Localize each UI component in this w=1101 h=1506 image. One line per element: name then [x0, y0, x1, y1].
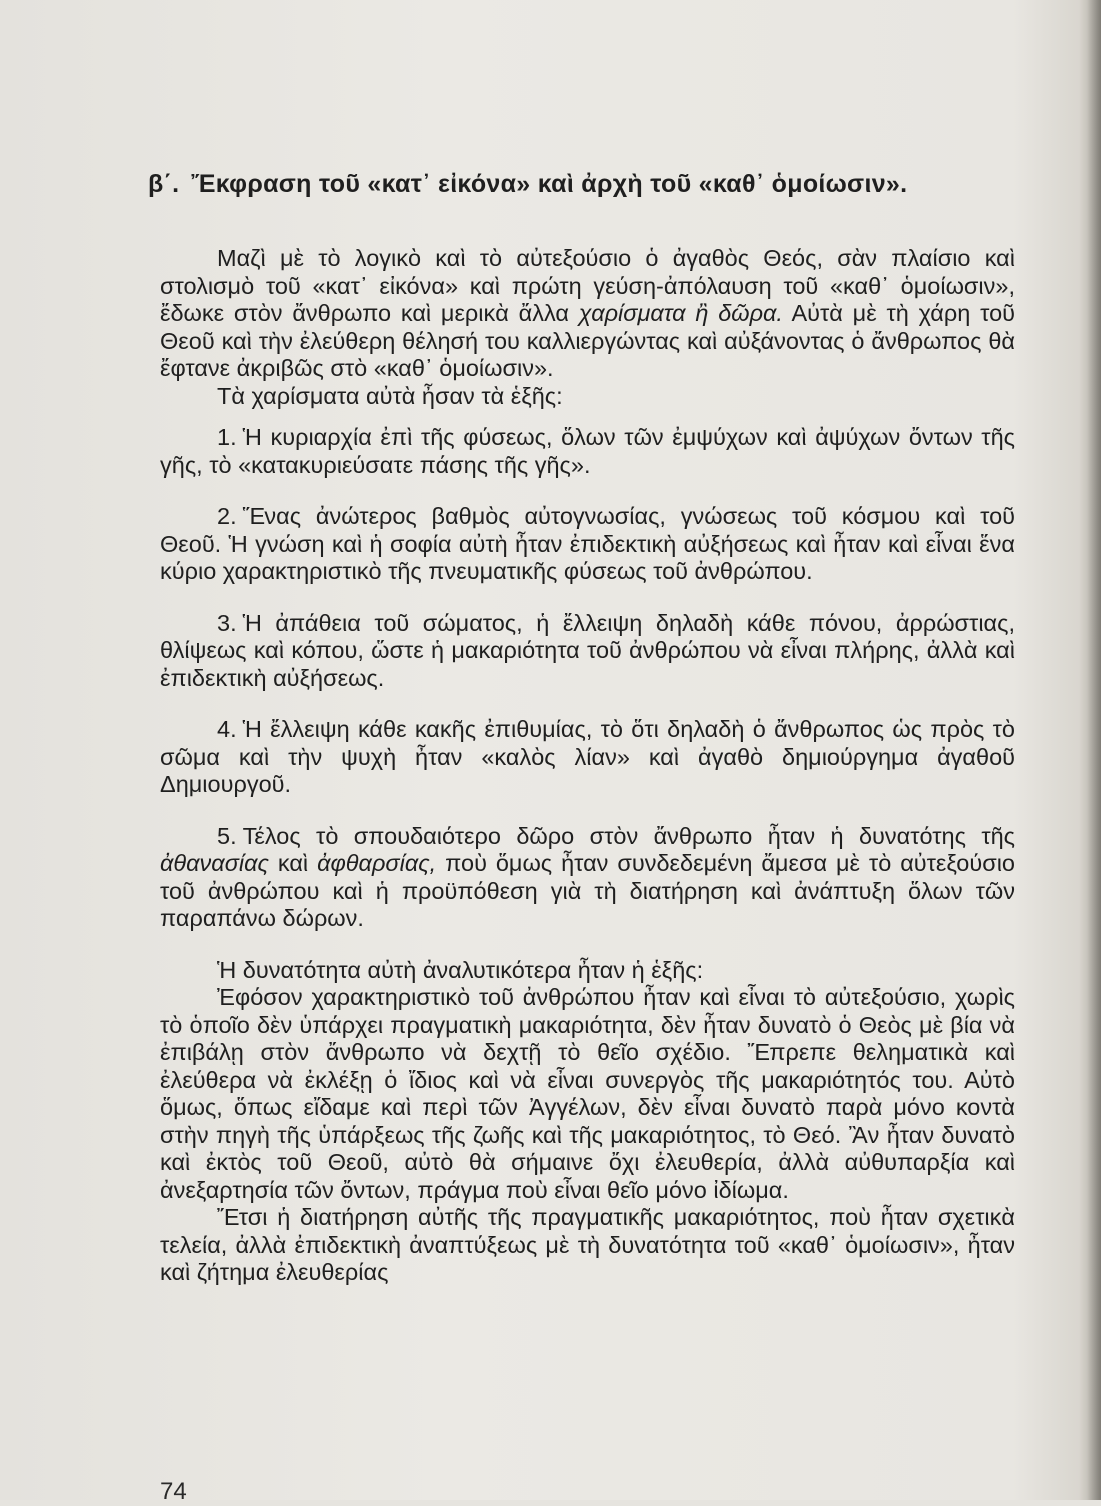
list-item-text: Ἡ ἀπάθεια τοῦ σώματος, ἡ ἔλλειψη δηλαδὴ κάθε πόνου, ἀρρώστιας, θλίψεως καὶ κόπου, ὥστε ἡ μακαριότητα τοῦ ἀνθρώπου νὰ εἶναι πλήρης, ἀλλὰ καὶ ἐπιδεκτικὴ αὐξήσεως.: [160, 609, 1015, 691]
spine-shadow: [1087, 0, 1101, 1500]
section-title: Ἔκφραση τοῦ «κατ᾿ εἰκόνα» καὶ ἀρχὴ τοῦ «καθ᾿ ὁμοίωσιν».: [191, 170, 908, 198]
list-item-number: 3.: [217, 609, 237, 636]
list-item-2: [160, 503, 1015, 586]
list-item-text-part2: καὶ: [268, 850, 318, 876]
closing-lead: Ἡ δυνατότητα αὐτὴ ἀναλυτικότερα ἦταν ἡ ἑξῆς:: [217, 956, 704, 983]
page-content: [148, 168, 1016, 1287]
list-item-number: 2.: [217, 503, 237, 529]
list-item-3: [160, 610, 1015, 693]
list-item-emphasis-2: ἀφθαρσίας,: [317, 850, 437, 876]
list-item-text: Ἡ κυριαρχία ἐπὶ τῆς φύσεως, ὅλων τῶν ἐμψύχων καὶ ἀψύχων ὄντων τῆς γῆς, τὸ «κατακυριεύσατε πάσης τῆς γῆς».: [160, 424, 1015, 478]
list-item-text-part3: ποὺ ὅμως ἦταν συνδεδεμένη ἄμεσα μὲ τὸ αὐτεξούσιο τοῦ ἀνθρώπου καὶ ἡ προϋπόθεση γιὰ τὴ διατήρηση καὶ ἀνάπτυξη ὅλων τῶν παραπάνω δώρων.: [160, 850, 1016, 931]
page-number: 74: [160, 1478, 187, 1505]
closing-paragraph-2: Ἔτσι ἡ διατήρηση αὐτῆς τῆς πραγματικῆς μακαριότητος, ποὺ ἦταν σχετικὰ τελεία, ἀλλὰ ἐπιδεκτικὴ ἀναπτύξεως μὲ τὴ δυνατότητα τοῦ «καθ᾿ ὁμοίωσιν», ἦταν καὶ ζήτημα ἐλευθερίας: [160, 1204, 1015, 1285]
intro-text-part1: Μαζὶ μὲ τὸ λογικὸ καὶ τὸ αὐτεξούσιο ὁ ἀγαθὸς Θεός, σὰν πλαίσιο καὶ στολισμὸ τοῦ «κατ᾿ εἰκόνα» καὶ πρώτη γεύση-ἀπόλαυση τοῦ «καθ᾿ ὁμοίωσιν», ἔδωκε στὸν ἄνθρωπο καὶ μερικὰ ἄλλα: [160, 245, 1015, 326]
list-item-1: [160, 424, 1015, 479]
list-item-number: 4.: [217, 716, 237, 742]
list-item-number: 1.: [217, 424, 237, 450]
intro-paragraph: [160, 245, 1015, 383]
intro-text-part2: Αὐτὰ μὲ τὴ χάρη τοῦ Θεοῦ καὶ τὴν ἐλεύθερη θέλησή του καλλιεργώντας καὶ αὐξάνοντας ὁ ἄνθρωπος θὰ ἔφτανε ἀκριβῶς στὸ «καθ᾿ ὁμοίωσιν».: [160, 300, 1015, 381]
list-item-emphasis-1: ἀθανασίας: [160, 850, 269, 876]
list-item-text: Ἕνας ἀνώτερος βαθμὸς αὐτογνωσίας, γνώσεως τοῦ κόσμου καὶ τοῦ Θεοῦ. Ἡ γνώση καὶ ἡ σοφία αὐτὴ ἦταν ἐπιδεκτικὴ αὐξήσεως καὶ ἦταν καὶ εἶναι ἕνα κύριο χαρακτηριστικὸ τῆς πνευματικῆς φύσεως τοῦ ἀνθρώπου.: [160, 503, 1015, 584]
list-item-text: Ἡ ἔλλειψη κάθε κακῆς ἐπιθυμίας, τὸ ὅτι δηλαδὴ ὁ ἄνθρωπος ὡς πρὸς τὸ σῶμα καὶ τὴν ψυχὴ ἦταν «καλὸς λίαν» καὶ ἀγαθὸ δημιούργημα ἀγαθοῦ Δημιουργοῦ.: [160, 716, 1015, 797]
list-item-number: 5.: [217, 822, 237, 849]
closing-paragraph-1: Ἐφόσον χαρακτηριστικὸ τοῦ ἀνθρώπου ἦταν καὶ εἶναι τὸ αὐτεξούσιο, χωρὶς τὸ ὁποῖο δὲν ὑπάρχει πραγματικὴ μακαριότητα, δὲν ἦταν δυνατὸ ὁ Θεὸς μὲ βία νὰ ἐπιβάλῃ στὸν ἄνθρωπο νὰ δεχτῇ τὸ θεῖο σχέδιο. Ἔπρεπε θεληματικὰ καὶ ἐλεύθερα νὰ ἐκλέξῃ ὁ ἴδιος καὶ νὰ εἶναι συνεργὸς τῆς μακαριότητός του. Αὐτὸ ὅμως, ὅπως εἴδαμε καὶ περὶ τῶν Ἀγγέλων, δὲν εἶναι δυνατὸ παρὰ μόνο κοντὰ στὴν πηγὴ τῆς ὑπάρξεως τῆς ζωῆς καὶ τῆς μακαριότητος, τὸ Θεό. Ἂν ἦταν δυνατὸ καὶ ἐκτὸς τοῦ Θεοῦ, αὐτὸ θὰ σήμαινε ὄχι ἐλευθερία, ἀλλὰ αὐθυπαρξία καὶ ἀνεξαρτησία τῶν ὄντων, πράγμα ποὺ εἶναι θεῖο μόνο ἰδίωμα.: [160, 984, 1015, 1203]
intro-lead: Τὰ χαρίσματα αὐτὰ ἦσαν τὰ ἑξῆς:: [217, 382, 563, 409]
section-index: β΄.: [148, 170, 180, 198]
section-heading: [148, 168, 1015, 200]
list-item-5: [160, 823, 1015, 933]
intro-emphasis: χαρίσματα ἢ δῶρα.: [578, 300, 783, 326]
list-item-text-part1: Τέλος τὸ σπουδαιότερο δῶρο στὸν ἄνθρωπο ἦταν ἡ δυνατότης τῆς: [242, 822, 1015, 849]
list-item-4: [160, 716, 1015, 799]
